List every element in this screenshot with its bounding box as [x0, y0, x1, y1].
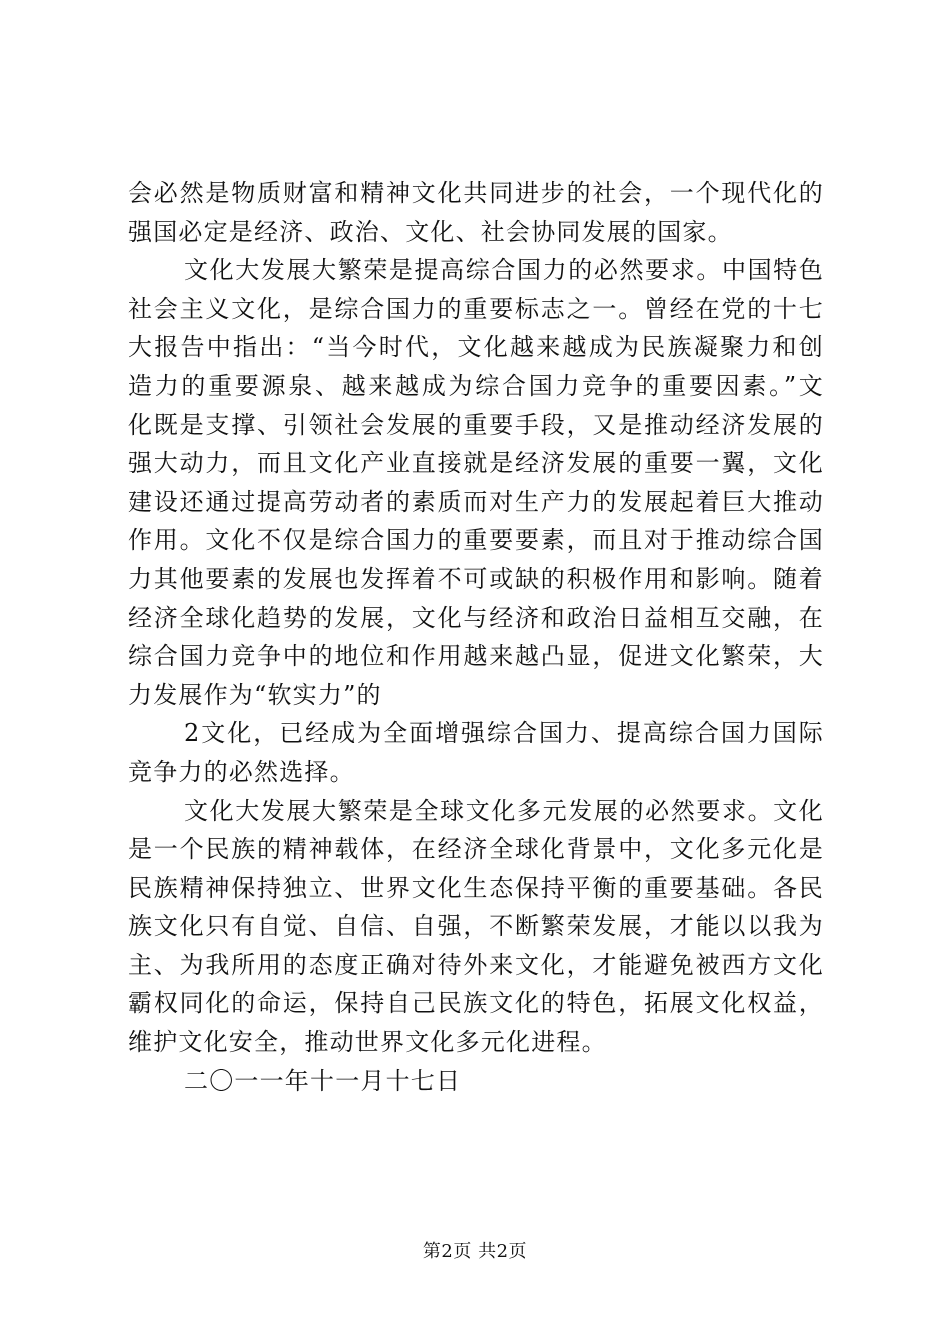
text-line: 经济全球化趋势的发展，文化与经济和政治日益相互交融，在	[128, 603, 824, 632]
text-line: 霸权同化的命运，保持自己民族文化的特色，拓展文化权益，	[128, 989, 824, 1018]
text-line: 是一个民族的精神载体，在经济全球化背景中，文化多元化是	[128, 835, 824, 864]
text-line: 化既是支撑、引领社会发展的重要手段，又是推动经济发展的	[128, 410, 824, 439]
text-line: 综合国力竞争中的地位和作用越来越凸显，促进文化繁荣，大	[128, 642, 824, 671]
text-line: 族文化只有自觉、自信、自强，不断繁荣发展，才能以以我为	[128, 912, 824, 941]
text-line: 民族精神保持独立、世界文化生态保持平衡的重要基础。各民	[128, 873, 824, 902]
text-line: 社会主义文化，是综合国力的重要标志之一。曾经在党的十七	[128, 294, 824, 323]
text-line: 建设还通过提高劳动者的素质而对生产力的发展起着巨大推动	[128, 487, 824, 516]
document-body	[128, 174, 824, 1100]
text-line: 会必然是物质财富和精神文化共同进步的社会，一个现代化的	[128, 179, 824, 207]
paragraph-start-line: 文化大发展大繁荣是提高综合国力的必然要求。中国特色	[184, 256, 824, 285]
paragraph-start-line: 文化大发展大繁荣是全球文化多元发展的必然要求。文化	[184, 796, 824, 825]
date-line: 二〇一一年十一月十七日	[184, 1066, 462, 1095]
text-line: 竞争力的必然选择。	[128, 757, 355, 786]
text-line: 主、为我所用的态度正确对待外来文化，才能避免被西方文化	[128, 950, 824, 979]
text-line: 作用。文化不仅是综合国力的重要要素，而且对于推动综合国	[128, 526, 824, 555]
text-line: 强大动力，而且文化产业直接就是经济发展的重要一翼，文化	[128, 449, 824, 478]
paragraph-start-line: 2文化，已经成为全面增强综合国力、提高综合国力国际	[184, 719, 824, 748]
text-line: 维护文化安全，推动世界文化多元化进程。	[128, 1028, 607, 1057]
text-line: 大报告中指出：“当今时代，文化越来越成为民族凝聚力和创	[128, 333, 824, 362]
text-line: 力其他要素的发展也发挥着不可或缺的积极作用和影响。随着	[128, 564, 824, 593]
text-line: 强国必定是经济、政治、文化、社会协同发展的国家。	[128, 217, 733, 246]
text-line: 力发展作为“软实力”的	[128, 680, 382, 709]
page-number-footer: 第2页 共2页	[422, 1241, 528, 1262]
text-line: 造力的重要源泉、越来越成为综合国力竞争的重要因素。”文	[128, 371, 824, 400]
